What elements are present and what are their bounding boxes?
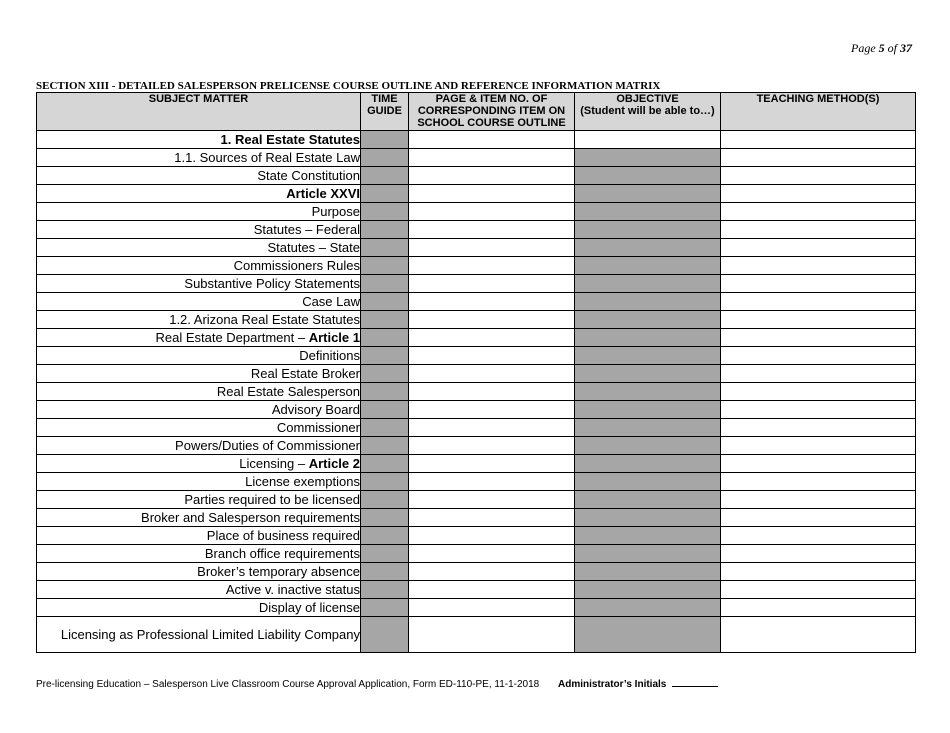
objective-cell: [575, 527, 721, 545]
subject-cell: Powers/Duties of Commissioner: [37, 437, 361, 455]
page-number: [851, 41, 912, 56]
objective-cell: [575, 455, 721, 473]
objective-cell: [575, 473, 721, 491]
table-row: [37, 581, 916, 599]
objective-cell: [575, 617, 721, 653]
time-guide-cell: [361, 203, 409, 221]
page-item-cell[interactable]: [409, 311, 575, 329]
subject-cell: State Constitution: [37, 167, 361, 185]
subject-cell: 1. Real Estate Statutes: [37, 131, 361, 149]
subject-cell: [37, 329, 361, 347]
page-item-cell[interactable]: [409, 293, 575, 311]
objective-cell: [575, 581, 721, 599]
objective-cell: [575, 509, 721, 527]
page-prefix: Page: [851, 41, 879, 55]
page-item-cell[interactable]: [409, 347, 575, 365]
subject-cell: Real Estate Salesperson: [37, 383, 361, 401]
objective-cell: [575, 257, 721, 275]
teaching-method-cell[interactable]: [721, 149, 916, 167]
page-item-cell[interactable]: [409, 437, 575, 455]
time-guide-cell: [361, 527, 409, 545]
teaching-method-cell[interactable]: [721, 275, 916, 293]
time-guide-cell: [361, 347, 409, 365]
page-item-cell[interactable]: [409, 149, 575, 167]
page-item-cell[interactable]: [409, 491, 575, 509]
article-label: Article 2: [308, 456, 360, 471]
time-guide-cell: [361, 311, 409, 329]
table-row: [37, 167, 916, 185]
page-item-cell[interactable]: [409, 221, 575, 239]
table-row: [37, 401, 916, 419]
teaching-method-cell[interactable]: [721, 347, 916, 365]
table-row: [37, 599, 916, 617]
subject-cell: Definitions: [37, 347, 361, 365]
header-page-item: PAGE & ITEM NO. OF CORRESPONDING ITEM ON SCHOOL COURSE OUTLINE: [409, 93, 575, 131]
table-row: [37, 311, 916, 329]
article-label: Article 1: [308, 330, 360, 345]
subject-cell: Real Estate Broker: [37, 365, 361, 383]
subject-cell: Place of business required: [37, 527, 361, 545]
teaching-method-cell[interactable]: [721, 455, 916, 473]
table-row: [37, 545, 916, 563]
time-guide-cell: [361, 221, 409, 239]
time-guide-cell: [361, 239, 409, 257]
teaching-method-cell[interactable]: [721, 599, 916, 617]
table-row: [37, 455, 916, 473]
header-teaching-methods: TEACHING METHOD(S): [721, 93, 916, 131]
teaching-method-cell[interactable]: [721, 419, 916, 437]
time-guide-cell: [361, 473, 409, 491]
course-outline-matrix: [36, 92, 916, 653]
teaching-method-cell[interactable]: [721, 473, 916, 491]
subject-cell: Parties required to be licensed: [37, 491, 361, 509]
time-guide-cell: [361, 509, 409, 527]
objective-cell: [575, 293, 721, 311]
objective-cell: [575, 149, 721, 167]
admin-initials-field[interactable]: [672, 686, 718, 687]
teaching-method-cell[interactable]: [721, 545, 916, 563]
page-item-cell[interactable]: [409, 257, 575, 275]
teaching-method-cell[interactable]: [721, 329, 916, 347]
page-item-cell[interactable]: [409, 185, 575, 203]
table-row: [37, 617, 916, 653]
time-guide-cell: [361, 365, 409, 383]
page-item-cell[interactable]: [409, 599, 575, 617]
time-guide-cell: [361, 419, 409, 437]
teaching-method-cell[interactable]: [721, 131, 916, 149]
time-guide-cell: [361, 293, 409, 311]
table-row: [37, 275, 916, 293]
subject-cell: Commissioner: [37, 419, 361, 437]
objective-cell[interactable]: [575, 131, 721, 149]
subject-cell: Purpose: [37, 203, 361, 221]
page-item-cell[interactable]: [409, 329, 575, 347]
objective-cell: [575, 185, 721, 203]
time-guide-cell: [361, 437, 409, 455]
subject-cell: Statutes – State: [37, 239, 361, 257]
subject-cell: License exemptions: [37, 473, 361, 491]
teaching-method-cell[interactable]: [721, 293, 916, 311]
teaching-method-cell[interactable]: [721, 617, 916, 653]
table-row: [37, 509, 916, 527]
objective-cell: [575, 401, 721, 419]
time-guide-cell: [361, 167, 409, 185]
table-row: [37, 221, 916, 239]
table-row: [37, 491, 916, 509]
page-sep: of: [884, 41, 900, 55]
page-item-cell[interactable]: [409, 383, 575, 401]
page-item-cell[interactable]: [409, 167, 575, 185]
objective-cell: [575, 329, 721, 347]
objective-cell: [575, 437, 721, 455]
table-row: [37, 563, 916, 581]
time-guide-cell: [361, 131, 409, 149]
page-item-cell[interactable]: [409, 527, 575, 545]
objective-cell: [575, 311, 721, 329]
table-row: [37, 347, 916, 365]
page-item-cell[interactable]: [409, 419, 575, 437]
footer: [36, 679, 718, 690]
form-reference: Pre-licensing Education – Salesperson Live Classroom Course Approval Application, Form ED-110-PE, 11-1-2018: [36, 679, 540, 690]
objective-cell: [575, 491, 721, 509]
page-total: 37: [900, 41, 912, 55]
teaching-method-cell[interactable]: [721, 203, 916, 221]
objective-cell: [575, 599, 721, 617]
table-row: [37, 383, 916, 401]
time-guide-cell: [361, 275, 409, 293]
teaching-method-cell[interactable]: [721, 365, 916, 383]
page-item-cell[interactable]: [409, 239, 575, 257]
teaching-method-cell[interactable]: [721, 257, 916, 275]
subject-cell: Substantive Policy Statements: [37, 275, 361, 293]
table-row: [37, 185, 916, 203]
subject-cell: Article XXVI: [37, 185, 361, 203]
table-row: [37, 437, 916, 455]
subject-cell: Branch office requirements: [37, 545, 361, 563]
header-objective: OBJECTIVE (Student will be able to…): [575, 93, 721, 131]
table-row: [37, 293, 916, 311]
table-row: [37, 473, 916, 491]
page-item-cell[interactable]: [409, 365, 575, 383]
objective-cell: [575, 365, 721, 383]
table-row: [37, 239, 916, 257]
objective-cell: [575, 545, 721, 563]
objective-cell: [575, 347, 721, 365]
teaching-method-cell[interactable]: [721, 509, 916, 527]
subject-cell: Broker and Salesperson requirements: [37, 509, 361, 527]
time-guide-cell: [361, 545, 409, 563]
table-row: [37, 419, 916, 437]
teaching-method-cell[interactable]: [721, 581, 916, 599]
table-row: [37, 365, 916, 383]
teaching-method-cell[interactable]: [721, 437, 916, 455]
page-item-cell[interactable]: [409, 581, 575, 599]
header-row: [37, 93, 916, 131]
header-subject-matter: SUBJECT MATTER: [37, 93, 361, 131]
page-item-cell[interactable]: [409, 545, 575, 563]
time-guide-cell: [361, 149, 409, 167]
time-guide-cell: [361, 401, 409, 419]
objective-cell: [575, 275, 721, 293]
table-row: [37, 203, 916, 221]
subject-cell: [37, 455, 361, 473]
subject-cell: Active v. inactive status: [37, 581, 361, 599]
objective-cell: [575, 563, 721, 581]
objective-cell: [575, 167, 721, 185]
teaching-method-cell[interactable]: [721, 401, 916, 419]
teaching-method-cell[interactable]: [721, 491, 916, 509]
table-row: [37, 527, 916, 545]
objective-cell: [575, 221, 721, 239]
page-item-cell[interactable]: [409, 203, 575, 221]
subject-cell: Case Law: [37, 293, 361, 311]
subject-text: Real Estate Department –: [155, 330, 309, 345]
page-item-cell[interactable]: [409, 131, 575, 149]
time-guide-cell: [361, 581, 409, 599]
subject-cell: 1.1. Sources of Real Estate Law: [37, 149, 361, 167]
subject-cell: Broker’s temporary absence: [37, 563, 361, 581]
page-item-cell[interactable]: [409, 401, 575, 419]
page-item-cell[interactable]: [409, 275, 575, 293]
teaching-method-cell[interactable]: [721, 527, 916, 545]
page-item-cell[interactable]: [409, 617, 575, 653]
time-guide-cell: [361, 329, 409, 347]
table-row: [37, 131, 916, 149]
time-guide-cell: [361, 185, 409, 203]
subject-cell: Licensing as Professional Limited Liability Company: [37, 617, 361, 653]
teaching-method-cell[interactable]: [721, 563, 916, 581]
table-row: [37, 329, 916, 347]
time-guide-cell: [361, 617, 409, 653]
page-item-cell[interactable]: [409, 473, 575, 491]
subject-text: Licensing –: [239, 456, 309, 471]
page-item-cell[interactable]: [409, 509, 575, 527]
table-row: [37, 149, 916, 167]
time-guide-cell: [361, 455, 409, 473]
table-row: [37, 257, 916, 275]
time-guide-cell: [361, 599, 409, 617]
subject-cell: Display of license: [37, 599, 361, 617]
page-item-cell[interactable]: [409, 563, 575, 581]
subject-cell: Statutes – Federal: [37, 221, 361, 239]
teaching-method-cell[interactable]: [721, 167, 916, 185]
objective-cell: [575, 383, 721, 401]
header-time-guide: TIME GUIDE: [361, 93, 409, 131]
time-guide-cell: [361, 257, 409, 275]
section-title: SECTION XIII - DETAILED SALESPERSON PRELICENSE COURSE OUTLINE AND REFERENCE INFORMATION MATRIX: [36, 80, 661, 92]
teaching-method-cell[interactable]: [721, 239, 916, 257]
admin-initials-label: Administrator’s Initials: [558, 679, 667, 690]
objective-cell: [575, 419, 721, 437]
page-item-cell[interactable]: [409, 455, 575, 473]
objective-cell: [575, 239, 721, 257]
time-guide-cell: [361, 563, 409, 581]
objective-cell: [575, 203, 721, 221]
teaching-method-cell[interactable]: [721, 311, 916, 329]
time-guide-cell: [361, 491, 409, 509]
teaching-method-cell[interactable]: [721, 221, 916, 239]
subject-cell: Commissioners Rules: [37, 257, 361, 275]
subject-cell: Advisory Board: [37, 401, 361, 419]
teaching-method-cell[interactable]: [721, 383, 916, 401]
subject-cell: 1.2. Arizona Real Estate Statutes: [37, 311, 361, 329]
time-guide-cell: [361, 383, 409, 401]
page-current: 5: [878, 41, 885, 55]
teaching-method-cell[interactable]: [721, 185, 916, 203]
